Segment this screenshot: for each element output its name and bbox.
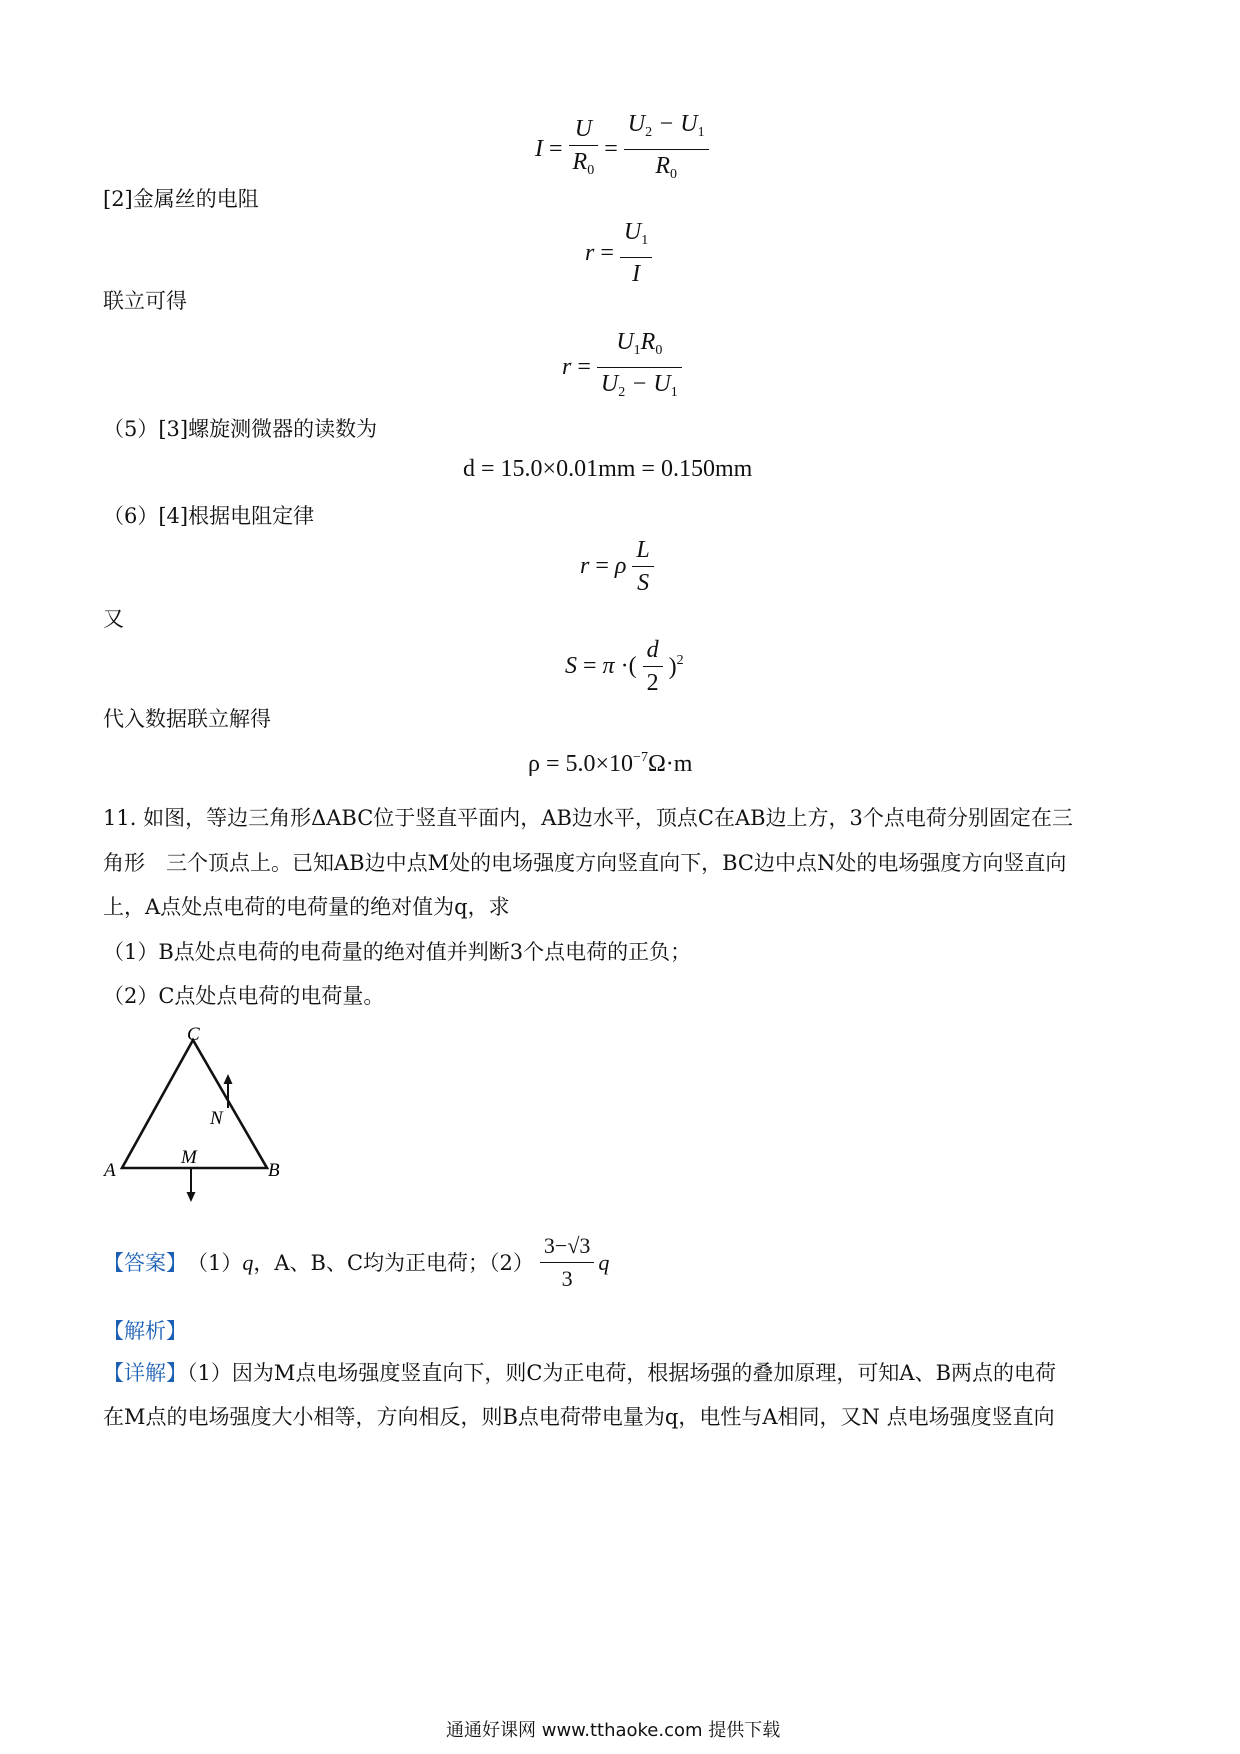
label-b: B	[268, 1160, 280, 1181]
triangle-figure	[95, 1020, 295, 1210]
equation-resistance: r = $\frac{U_1}{I}$	[585, 218, 652, 288]
equation-diameter: d = 15.0×0.01mm = 0.150mm	[463, 456, 753, 482]
question-part-1: （1）B点处点电荷的电荷量的绝对值并判断3个点电荷的正负；	[103, 940, 692, 964]
equation-area: S = π ·( $\frac{d}{2}$ )$^2$	[565, 637, 684, 696]
answer-q: q	[242, 1249, 254, 1275]
answer-tag: 【答案】	[103, 1250, 187, 1275]
detail-tag: 【详解】	[103, 1361, 187, 1385]
question-line-2: 角形 三个顶点上。已知AB边中点M处的电场强度方向竖直向下，BC边中点N处的电场强度方向竖直向	[103, 851, 1067, 875]
answer-part1-rest: ，A、B、C均为正电荷；（2）	[253, 1250, 534, 1275]
arrow-m-head	[187, 1192, 196, 1202]
detail-text-1: （1）因为M点电场强度竖直向下，则C为正电荷，根据场强的叠加原理，可知A、B两点的电荷	[187, 1361, 1057, 1385]
answer-q-tail: q	[598, 1249, 610, 1275]
step6-label: （6）[4]根据电阻定律	[103, 504, 315, 528]
analysis-tag: 【解析】	[103, 1319, 187, 1343]
detail-line-2: 在M点的电场强度大小相等，方向相反，则B点电荷带电量为q，电性与A相同，又N 点电场强度竖直向	[103, 1405, 1055, 1429]
label-c: C	[187, 1024, 200, 1045]
answer-fraction	[540, 1232, 594, 1293]
rho-value: ρ = 5.0×10	[528, 751, 634, 777]
question-part-2: （2）C点处点电荷的电荷量。	[103, 984, 385, 1008]
equation-current: I = $\frac{U}{R_0}$ = $\frac{U_2 - U_1}{R_0}$	[535, 110, 709, 189]
arrow-n-head	[224, 1074, 233, 1084]
equation-rho	[528, 750, 692, 778]
answer-line	[103, 1232, 609, 1293]
footer-source: 通通好课网 www.tthaoke.com 提供下载	[446, 1720, 781, 1741]
label-n: N	[210, 1108, 223, 1129]
equation-resistivity-law: r = ρ $\frac{L}{S}$	[580, 536, 654, 597]
answer-frac-den: 3	[561, 1266, 573, 1291]
combine-label: 联立可得	[103, 289, 187, 313]
question-line-3: 上，A点处点电荷的电荷量的绝对值为q，求	[103, 895, 510, 919]
rho-exponent: −7	[633, 750, 648, 765]
substitute-label: 代入数据联立解得	[103, 707, 271, 731]
step5-label: （5）[3]螺旋测微器的读数为	[103, 417, 378, 441]
answer-frac-num: 3−√3	[540, 1232, 594, 1263]
rho-unit: Ω·m	[647, 751, 693, 777]
equation-resistance-combined: r = $\frac{U_1R_0}{U_2 - U_1}$	[562, 328, 682, 407]
answer-part1: （1）	[187, 1250, 243, 1275]
label-a: A	[104, 1160, 116, 1181]
label-m: M	[181, 1147, 197, 1168]
detail-line-1	[103, 1358, 1056, 1388]
also-label: 又	[103, 607, 124, 631]
step2-label: [2]金属丝的电阻	[103, 187, 259, 211]
question-line-1: 11. 如图，等边三角形ΔABC位于竖直平面内，AB边水平，顶点C在AB边上方，3个点电荷分别固定在三	[103, 806, 1073, 830]
